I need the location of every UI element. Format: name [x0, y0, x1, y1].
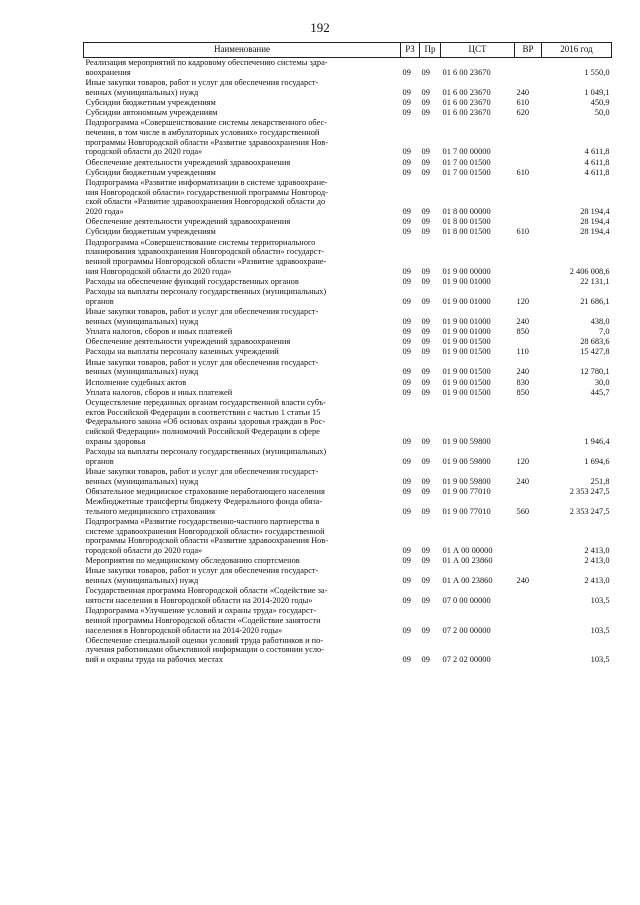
row-pr: 09	[421, 436, 430, 446]
row-pr: 09	[421, 625, 430, 635]
row-cst: 01 7 00 01500	[442, 167, 491, 177]
row-vr: 120	[516, 456, 530, 466]
row-pr: 09	[421, 506, 430, 516]
row-name: Уплата налогов, сборов и иных платежей	[85, 326, 233, 336]
row-rz: 09	[402, 296, 411, 306]
row-amount: 2 353 247,5	[569, 486, 610, 496]
row-amount: 1 550,0	[584, 67, 610, 77]
row-name: Обязательное медицинское страхование неработающего населения	[85, 486, 325, 496]
row-cst: 01 9 00 01500	[442, 347, 491, 357]
table-row	[84, 78, 612, 98]
row-pr: 09	[421, 207, 430, 217]
row-rz: 09	[402, 266, 411, 276]
row-pr: 09	[421, 337, 430, 347]
table-row	[84, 388, 612, 398]
row-name: Субсидии бюджетным учреждениям	[85, 97, 216, 107]
row-rz: 09	[402, 67, 411, 77]
row-name: Обеспечение специальной оценки условий труда работников и по- лучения работниками объективной информации о состоянии усло- вий и охраны труда на рабочих местах	[85, 635, 324, 665]
table-row	[84, 497, 612, 517]
row-vr	[515, 178, 542, 217]
row-cst: 01 9 00 01000	[442, 276, 491, 286]
row-amount: 2 413,0	[584, 545, 610, 555]
row-vr: 110	[516, 347, 529, 357]
row-rz: 09	[402, 326, 411, 336]
row-pr: 09	[421, 108, 430, 118]
row-vr: 610	[516, 227, 530, 237]
row-rz: 09	[402, 377, 411, 387]
row-pr: 09	[421, 157, 430, 167]
row-vr	[515, 217, 542, 227]
row-name: Подпрограмма «Совершенствование системы лекарственного обес- печения, в том числе в амбулаторных условиях» государственной программы Новгородской области «Развитие здравоохранения Нов- городской области до 2020 года»	[85, 118, 329, 157]
row-rz: 09	[402, 625, 411, 635]
row-amount: 2 406 008,6	[569, 266, 610, 276]
row-vr	[515, 517, 542, 556]
column-header-vr: ВР	[515, 43, 542, 58]
row-cst: 01 9 00 77010	[442, 486, 491, 496]
row-cst: 01 9 00 01500	[442, 377, 491, 387]
row-vr: 120	[516, 296, 530, 306]
row-vr: 240	[516, 87, 530, 97]
table-row	[84, 58, 612, 78]
row-rz: 09	[402, 147, 411, 157]
row-vr	[515, 337, 542, 347]
budget-table	[83, 42, 612, 665]
row-vr	[515, 556, 542, 566]
row-name: Иные закупки товаров, работ и услуг для обеспечения государст- венных (муниципальных) нужд	[85, 77, 319, 97]
row-rz: 09	[402, 316, 411, 326]
row-name: Мероприятия по медицинскому обследованию спортсменов	[85, 556, 300, 566]
row-amount: 445,7	[590, 387, 610, 397]
row-rz: 09	[402, 576, 411, 586]
table-row	[84, 287, 612, 307]
row-vr	[515, 636, 542, 666]
row-cst: 01 6 00 23670	[442, 97, 491, 107]
row-cst: 07 2 02 00000	[442, 655, 491, 665]
row-vr	[515, 487, 542, 497]
row-rz: 09	[402, 545, 411, 555]
row-amount: 1 049,1	[584, 87, 610, 97]
row-pr: 09	[421, 655, 430, 665]
row-cst: 01 А 00 00000	[442, 545, 493, 555]
row-rz: 09	[402, 207, 411, 217]
row-name: Субсидии автономным учреждениям	[85, 108, 218, 118]
table-row	[84, 217, 612, 227]
row-name: Государственная программа Новгородской области «Содействие за- нятости населения в Новгородской области на 2014-2020 годы»	[85, 586, 328, 605]
row-rz: 09	[402, 595, 411, 605]
row-name: Уплата налогов, сборов и иных платежей	[85, 387, 233, 397]
row-name: Подпрограмма «Улучшение условий и охраны труда» государст- венной программы Новгородской области «Содействие занятости населения в Новгородской области на 2014-2020 годы»	[85, 606, 321, 635]
table-row	[84, 337, 612, 347]
row-rz: 09	[402, 506, 411, 516]
row-name: Обеспечение деятельности учреждений здравоохранения	[85, 157, 291, 167]
row-amount: 438,0	[590, 316, 610, 326]
row-vr	[515, 398, 542, 447]
row-vr: 240	[516, 576, 530, 586]
row-vr	[515, 277, 542, 287]
table-row	[84, 307, 612, 327]
table-header-row	[84, 43, 612, 58]
row-rz: 09	[402, 486, 411, 496]
row-cst: 01 9 00 77010	[442, 506, 491, 516]
table-row	[84, 447, 612, 467]
table-row	[84, 227, 612, 237]
row-name: Подпрограмма «Совершенствование системы территориального планирования здравоохранения Новгородской области» государст- венной программы Новгородской области «Развитие здравоохране- ния Новгородской области до 2020 года»	[85, 237, 327, 276]
row-vr	[515, 158, 542, 168]
row-vr	[515, 118, 542, 157]
row-name: Обеспечение деятельности учреждений здравоохранения	[85, 337, 291, 347]
row-vr: 620	[516, 108, 530, 118]
row-name: Реализация мероприятий по кадровому обеспечению системы здра- воохранения	[85, 58, 328, 77]
table-body	[84, 58, 612, 666]
column-header-rz: РЗ	[401, 43, 420, 58]
row-pr: 09	[421, 296, 430, 306]
column-header-year: 2016 год	[542, 43, 612, 58]
row-name: Подпрограмма «Развитие информатизации в системе здравоохране- ния Новгородской области» государственной программы Новгород- ской области «Развитие здравоохранения Новгородской области до 2020 года»	[85, 177, 328, 217]
row-cst: 01 9 00 59800	[442, 456, 491, 466]
row-name: Иные закупки товаров, работ и услуг для обеспечения государст- венных (муниципальных) нужд	[85, 357, 319, 377]
row-pr: 09	[421, 326, 430, 336]
table-row	[84, 636, 612, 666]
table-row	[84, 606, 612, 636]
table-row	[84, 327, 612, 337]
row-pr: 09	[421, 595, 430, 605]
row-rz: 09	[402, 337, 411, 347]
row-pr: 09	[421, 276, 430, 286]
table-row	[84, 277, 612, 287]
table-row	[84, 238, 612, 277]
row-pr: 09	[421, 576, 430, 586]
row-name: Иные закупки товаров, работ и услуг для обеспечения государст- венных (муниципальных) нужд	[85, 307, 319, 326]
table-row	[84, 517, 612, 556]
row-pr: 09	[421, 227, 430, 237]
row-amount: 4 611,8	[584, 167, 610, 177]
row-name: Иные закупки товаров, работ и услуг для обеспечения государст- венных (муниципальных) нужд	[85, 566, 319, 586]
row-cst: 01 9 00 01000	[442, 296, 491, 306]
row-amount: 28 194,4	[580, 227, 610, 237]
row-name: Субсидии бюджетным учреждениям	[85, 227, 216, 237]
row-cst: 01 9 00 01500	[442, 337, 491, 347]
column-header-pr: Пр	[420, 43, 441, 58]
row-name: Подпрограмма «Развитие государственно-частного партнерства в системе здравоохранения Новгородской области» государственной программы Новгородской области «Развитие здравоохранения Нов- городской области до 2020 года»	[85, 516, 329, 555]
row-cst: 01 9 00 01500	[442, 367, 491, 377]
table-row	[84, 158, 612, 168]
row-pr: 09	[421, 167, 430, 177]
row-cst: 01 9 00 01000	[442, 316, 491, 326]
row-rz: 09	[402, 456, 411, 466]
row-amount: 251,8	[590, 476, 610, 486]
row-cst: 01 6 00 23670	[442, 67, 491, 77]
row-rz: 09	[402, 108, 411, 118]
row-name: Субсидии бюджетным учреждениям	[85, 167, 216, 177]
row-vr: 850	[516, 326, 530, 336]
row-pr: 09	[421, 377, 430, 387]
row-cst: 01 8 00 01500	[442, 227, 491, 237]
table-row	[84, 178, 612, 217]
row-rz: 09	[402, 167, 411, 177]
row-pr: 09	[421, 476, 430, 486]
row-cst: 01 9 00 59800	[442, 476, 491, 486]
row-cst: 01 9 00 01000	[442, 326, 491, 336]
row-amount: 103,5	[590, 655, 610, 665]
row-pr: 09	[421, 545, 430, 555]
row-amount: 50,0	[594, 108, 610, 118]
row-amount: 7,0	[599, 326, 610, 336]
row-cst: 01 9 00 00000	[442, 266, 491, 276]
table-row	[84, 378, 612, 388]
row-rz: 09	[402, 217, 411, 227]
row-rz: 09	[402, 276, 411, 286]
row-amount: 28 683,6	[580, 337, 610, 347]
table-row	[84, 586, 612, 606]
table-row	[84, 566, 612, 586]
table-row	[84, 118, 612, 157]
row-rz: 09	[402, 347, 411, 357]
row-cst: 01 А 00 23860	[442, 576, 493, 586]
row-name: Обеспечение деятельности учреждений здравоохранения	[85, 217, 291, 227]
row-rz: 09	[402, 476, 411, 486]
row-amount: 103,5	[590, 595, 610, 605]
column-header-name: Наименование	[84, 43, 401, 58]
row-rz: 09	[402, 97, 411, 107]
row-rz: 09	[402, 655, 411, 665]
row-amount: 103,5	[590, 625, 610, 635]
table-row	[84, 98, 612, 108]
row-amount: 1 694,6	[584, 456, 610, 466]
row-vr: 240	[516, 367, 530, 377]
row-vr: 610	[516, 167, 530, 177]
row-amount: 1 946,4	[584, 436, 610, 446]
row-name: Осуществление переданных органам государственной власти субъ- ектов Российской Федерации в соответствии с частью 1 статьи 15 Федерального закона «Об основах охраны здоровья граждан в Рос- сийской Федерации» полномочий Российской Федерации в сфере охраны здоровья	[85, 397, 326, 446]
row-rz: 09	[402, 556, 411, 566]
row-cst: 07 0 00 00000	[442, 595, 491, 605]
row-cst: 01 8 00 00000	[442, 207, 491, 217]
row-pr: 09	[421, 347, 430, 357]
row-rz: 09	[402, 436, 411, 446]
row-cst: 01 А 00 23860	[442, 556, 493, 566]
row-cst: 01 6 00 23670	[442, 87, 491, 97]
row-pr: 09	[421, 97, 430, 107]
row-amount: 4 611,8	[584, 147, 610, 157]
row-amount: 450,9	[590, 97, 610, 107]
row-amount: 30,0	[594, 377, 610, 387]
row-name: Исполнение судебных актов	[85, 377, 187, 387]
row-cst: 01 9 00 59800	[442, 436, 491, 446]
column-header-cst: ЦСТ	[441, 43, 515, 58]
table-row	[84, 398, 612, 447]
row-pr: 09	[421, 67, 430, 77]
table-row	[84, 467, 612, 487]
row-vr	[515, 58, 542, 78]
row-pr: 09	[421, 556, 430, 566]
row-cst: 01 7 00 00000	[442, 147, 491, 157]
row-amount: 28 194,4	[580, 207, 610, 217]
row-rz: 09	[402, 227, 411, 237]
row-name: Расходы на выплаты персоналу казенных учреждений	[85, 347, 279, 357]
row-vr: 560	[516, 506, 530, 516]
row-vr	[515, 606, 542, 636]
row-name: Расходы на выплаты персоналу государственных (муниципальных) органов	[85, 446, 327, 466]
row-amount: 2 413,0	[584, 556, 610, 566]
row-pr: 09	[421, 456, 430, 466]
row-name: Межбюджетные трансферты бюджету Федерального фонда обяза- тельного медицинского страхования	[85, 496, 323, 516]
row-pr: 09	[421, 316, 430, 326]
row-vr	[515, 238, 542, 277]
row-amount: 2 353 247,5	[569, 506, 610, 516]
row-amount: 22 131,1	[580, 276, 610, 286]
row-vr: 240	[516, 316, 530, 326]
row-amount: 12 780,1	[580, 367, 610, 377]
row-name: Иные закупки товаров, работ и услуг для обеспечения государст- венных (муниципальных) нужд	[85, 466, 319, 486]
row-amount: 28 194,4	[580, 217, 610, 227]
row-pr: 09	[421, 266, 430, 276]
row-rz: 09	[402, 157, 411, 167]
row-pr: 09	[421, 387, 430, 397]
table-row	[84, 347, 612, 357]
row-vr: 240	[516, 476, 530, 486]
row-pr: 09	[421, 217, 430, 227]
row-rz: 09	[402, 367, 411, 377]
row-cst: 01 6 00 23670	[442, 108, 491, 118]
row-pr: 09	[421, 486, 430, 496]
table-row	[84, 556, 612, 566]
row-cst: 01 7 00 01500	[442, 157, 491, 167]
table-row	[84, 108, 612, 118]
row-amount: 4 611,8	[584, 157, 610, 167]
row-name: Расходы на обеспечение функций государственных органов	[85, 276, 299, 286]
row-cst: 01 9 00 01500	[442, 387, 491, 397]
row-amount: 21 686,1	[580, 296, 610, 306]
row-pr: 09	[421, 147, 430, 157]
row-vr: 850	[516, 387, 530, 397]
row-cst: 01 8 00 01500	[442, 217, 491, 227]
table-row	[84, 358, 612, 378]
table-row	[84, 487, 612, 497]
row-vr: 610	[516, 97, 530, 107]
row-pr: 09	[421, 87, 430, 97]
table-row	[84, 168, 612, 178]
row-name: Расходы на выплаты персоналу государственных (муниципальных) органов	[85, 287, 327, 306]
row-amount: 2 413,0	[584, 576, 610, 586]
row-vr: 830	[516, 377, 530, 387]
row-rz: 09	[402, 387, 411, 397]
row-amount: 15 427,8	[580, 347, 610, 357]
row-pr: 09	[421, 367, 430, 377]
row-rz: 09	[402, 87, 411, 97]
row-cst: 07 2 00 00000	[442, 625, 491, 635]
row-vr	[515, 586, 542, 606]
page-number: 192	[310, 20, 330, 35]
